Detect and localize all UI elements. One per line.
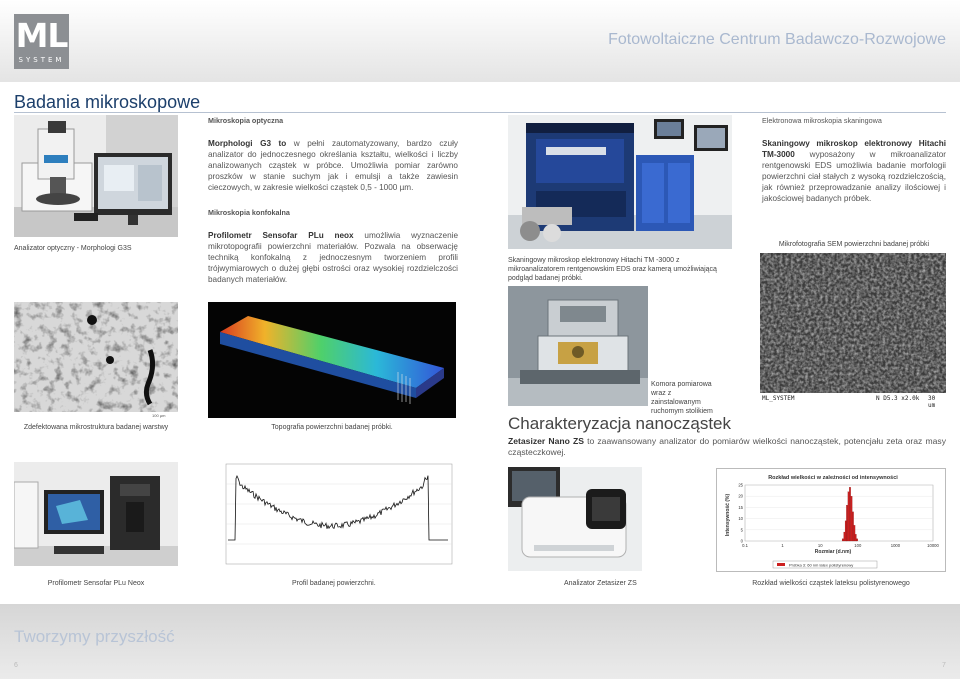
sem-description xyxy=(762,138,946,204)
page-number-left: 6 xyxy=(14,662,18,669)
defect-caption: Zdefektowana mikrostruktura badanej warstwy xyxy=(23,424,169,431)
chart-y-tick-label: 15 xyxy=(738,504,743,510)
chart-bar xyxy=(844,532,845,541)
chart-bar xyxy=(849,487,850,541)
nano-lead: Zetasizer Nano ZS xyxy=(508,436,584,446)
zetasizer-caption: Analizator Zetasizer ZS xyxy=(564,580,637,587)
chart-x-axis-label: Rozmiar (d.nm) xyxy=(814,549,852,555)
chart-bar xyxy=(855,534,856,541)
chart-bar xyxy=(851,496,852,541)
logo-text-system: SYSTEM xyxy=(18,56,65,64)
chart-x-tick-label: 10 xyxy=(817,543,823,548)
optical-heading: Mikroskopia optyczna xyxy=(208,116,284,125)
chart-x-tick-label: 1000 xyxy=(890,543,901,548)
size-distribution-chart xyxy=(716,468,946,572)
ml-system-logo xyxy=(14,14,69,69)
confocal-text: umożliwia wyznaczenie mikrotopografii powierzchni materiałów. Pozwala na obserwację techniką konfokalną z jednoczesnym tworzeniem profili trójwymiarowych o dużej głębi ostrości oraz wysokiej rozdzielczości badanych materiałów. xyxy=(208,231,458,284)
measurement-chamber-photo xyxy=(508,286,648,406)
surface-profile-plot xyxy=(216,460,460,574)
profilometer-caption: Profilometr Sensofar PLu Neox xyxy=(47,580,145,587)
confocal-heading: Mikroskopia konfokalna xyxy=(208,208,290,217)
chart-y-tick-label: 5 xyxy=(740,527,743,533)
confocal-description xyxy=(208,230,458,285)
sem-heading: Elektronowa mikroskopia skaningowa xyxy=(762,116,882,125)
chart-bar xyxy=(846,505,847,541)
page-footer xyxy=(0,604,960,679)
chart-bar xyxy=(852,512,853,541)
optical-description xyxy=(208,138,458,193)
chart-y-axis-label: Intensywność (%) xyxy=(725,493,731,537)
chart-x-tick-label: 100 xyxy=(854,543,862,548)
chart-y-tick-label: 20 xyxy=(738,493,743,499)
chart-y-tick-label: 0 xyxy=(740,538,743,544)
site-title: Fotowoltaiczne Centrum Badawczo-Rozwojowe xyxy=(608,31,946,48)
distribution-caption: Rozkład wielkości cząstek lateksu polistyrenowego xyxy=(752,580,910,587)
chart-bar xyxy=(848,492,849,541)
sem-text: wyposażony w mikroanalizator rentgenowski EDS umożliwia badanie morfologii powierzchni ciał stałych z wysoką rozdzielczością, jak również przeprowadzanie analizy ilościowej i jakościowej badanych próbek. xyxy=(762,150,946,203)
chart-bar xyxy=(856,539,857,541)
defect-scale-label: 100 µm xyxy=(152,413,166,418)
sem-micrograph-info-bar xyxy=(760,395,946,409)
section-divider xyxy=(14,112,946,113)
morphologi-photo xyxy=(14,115,178,237)
nano-text: to zaawansowany analizator do pomiarów wielkości nanocząstek, potencjału zeta oraz masy cząsteczkowej. xyxy=(508,436,946,457)
page-number-right: 7 xyxy=(942,662,946,669)
page-header xyxy=(0,0,960,82)
logo-text-ml: ML xyxy=(15,16,68,55)
section-title: Badania mikroskopowe xyxy=(14,92,201,112)
zetasizer-photo xyxy=(508,467,642,571)
sem-lead: Skaningowy mikroskop elektronowy Hitachi TM-3000 xyxy=(762,139,946,159)
sem-bar-params: N D5.3 x2.0k xyxy=(876,395,920,402)
confocal-lead: Profilometr Sensofar PLu neox xyxy=(208,231,354,240)
chart-legend-swatch xyxy=(777,563,785,566)
sem-micrograph xyxy=(760,253,946,393)
sem-bar-label: ML_SYSTEM xyxy=(762,395,795,402)
optical-text: w pełni zautomatyzowany, bardzo czuły analizator do jednoczesnego określania kształtu, wielkości i liczby analizowanych cząstek w próbce. Umożliwia pomiar zarówno proszków w stanie suchym jak i emulsji a także zawiesin cieczowych, w zakresie wielkości cząstek 0,5 - 1000 µm. xyxy=(208,139,458,192)
hitachi-caption: Skaningowy mikroskop elektronowy Hitachi TM -3000 z mikroanalizatorem rentgenowskim EDS oraz kamerą umożliwiającą podgląd badanej próbki. xyxy=(508,257,717,282)
optical-lead: Morphologi G3 to xyxy=(208,139,287,148)
profile-caption: Profil badanej powierzchni. xyxy=(292,580,376,587)
footer-tagline: Tworzymy przyszłość xyxy=(14,627,175,646)
nano-description xyxy=(508,436,946,458)
chart-bar xyxy=(842,539,843,541)
defect-microstructure-photo xyxy=(14,302,178,412)
morphologi-caption: Analizator optyczny - Morphologi G3S xyxy=(14,245,132,252)
chart-legend-label: Próbka 3: 60 nm latex polistyrenowy xyxy=(789,562,854,568)
chamber-caption: Komora pomiarowa wraz z zainstalowanym ruchomym stolikiem xyxy=(651,381,713,415)
chart-y-tick-label: 25 xyxy=(738,482,743,488)
sem-bar-scale: 30 um xyxy=(928,395,936,409)
chart-y-tick-label: 10 xyxy=(738,516,743,522)
chart-plot-area xyxy=(745,485,933,541)
chart-x-tick-label: 0.1 xyxy=(742,543,748,548)
topography-caption: Topografia powierzchni badanej próbki. xyxy=(271,424,393,431)
sem-micrograph-caption: Mikrofotografia SEM powierzchni badanej próbki xyxy=(778,241,930,248)
chart-title: Rozkład wielkości w zależności od intensywności xyxy=(768,475,898,481)
chart-x-tick-label: 1 xyxy=(781,543,784,548)
profilometer-photo xyxy=(14,462,178,566)
nano-title: Charakteryzacja nanocząstek xyxy=(508,414,732,433)
hitachi-sem-photo xyxy=(508,115,732,249)
chart-bar xyxy=(854,525,855,541)
chart-x-tick-label: 10000 xyxy=(927,543,939,548)
topography-3d-image xyxy=(208,302,456,418)
